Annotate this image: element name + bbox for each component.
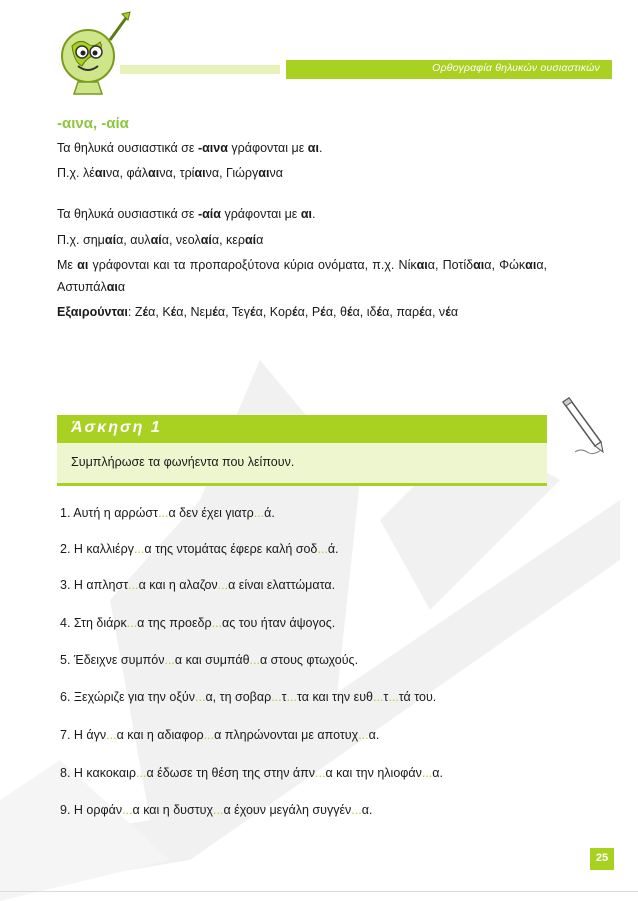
fill-in-gap[interactable]: ... <box>373 690 384 704</box>
item-text: τ <box>383 690 389 704</box>
header-bar-accent <box>286 60 612 78</box>
exercise-item <box>60 653 358 667</box>
page-number: 25 <box>595 852 609 864</box>
item-text: α και η δυστυχ <box>132 803 214 817</box>
fill-in-gap[interactable]: ... <box>106 728 117 742</box>
fill-in-gap[interactable]: ... <box>351 803 362 817</box>
item-number: 3. <box>60 578 71 592</box>
section-title: Ορθογραφία θηλυκών ουσιαστικών <box>432 62 600 74</box>
item-text: ας του ήταν άψογος. <box>222 616 336 630</box>
item-text: α στους φτωχούς. <box>259 653 359 667</box>
item-text: Ξεχώριζε για την οξύν <box>73 690 196 704</box>
exercise-instruction-box <box>57 443 547 486</box>
topic-separator: , <box>92 115 102 132</box>
rule-letters: αι <box>300 207 312 221</box>
fill-in-gap[interactable]: ... <box>388 690 399 704</box>
item-text: Η καλλιέργ <box>73 542 134 556</box>
item-number: 2. <box>60 542 71 556</box>
item-number: 1. <box>60 506 71 520</box>
item-text: α της προεδρ <box>137 616 212 630</box>
fill-in-gap[interactable]: ... <box>158 506 169 520</box>
item-text: α έχουν μεγάλη συγγέν <box>223 803 352 817</box>
fill-in-gap[interactable]: ... <box>421 766 433 780</box>
fill-in-gap[interactable]: ... <box>271 690 282 704</box>
item-text: Η άγν <box>73 728 107 742</box>
item-text: Η ορφάν <box>73 803 123 817</box>
mascot-globe-icon <box>48 10 134 96</box>
page-bottom-line <box>0 891 638 892</box>
rule-ending: -αία <box>197 207 221 221</box>
exercise-item <box>60 690 436 704</box>
example-aia: Π.χ. σημαία, αυλαία, νεολαία, κεραία <box>57 233 264 247</box>
fill-in-gap[interactable]: ... <box>358 728 369 742</box>
item-text: α και την ηλιοφάν <box>325 766 422 780</box>
item-text: τά του. <box>398 690 437 704</box>
item-text: α πληρώνονται με αποτυχ <box>214 728 359 742</box>
exercise-title: Άσκηση 1 <box>71 419 162 436</box>
exceptions: Εξαιρούνται: Ζέα, Κέα, Νεμέα, Τεγέα, Κορέα, Ρέα, θέα, ιδέα, παρέα, νέα <box>57 305 459 319</box>
fill-in-gap[interactable]: ... <box>203 728 215 742</box>
header-bar <box>0 60 638 76</box>
exercise-item <box>60 803 372 817</box>
exercise-instruction: Συμπλήρωσε τα φωνήεντα που λείπουν. <box>71 455 295 469</box>
item-number: 8. <box>60 766 71 780</box>
rule-letters: αι <box>307 141 319 155</box>
item-number: 4. <box>60 616 71 630</box>
item-text: α και η αλαζον <box>138 578 218 592</box>
item-text: α είναι ελαττώματα. <box>228 578 336 592</box>
exercise-item <box>60 506 275 520</box>
fill-in-gap[interactable]: ... <box>122 803 133 817</box>
fill-in-gap[interactable]: ... <box>164 653 175 667</box>
item-text: α και συμπάθ <box>174 653 250 667</box>
exercise-item <box>60 728 379 742</box>
header-divider <box>286 78 612 79</box>
item-number: 5. <box>60 653 71 667</box>
fill-in-gap[interactable]: ... <box>253 506 265 520</box>
item-number: 9. <box>60 803 71 817</box>
pencil-icon <box>555 396 610 456</box>
item-text: α δεν έχει γιατρ <box>168 506 254 520</box>
item-text: α της ντομάτας έφερε καλή σοδ <box>144 542 318 556</box>
rule-aia: Τα θηλυκά ουσιαστικά σε -αία γράφονται με αι. <box>57 207 316 221</box>
item-text: Αυτή η αρρώστ <box>73 506 159 520</box>
fill-in-gap[interactable]: ... <box>126 616 138 630</box>
exceptions-label: Εξαιρούνται <box>57 305 128 319</box>
item-text: α. <box>368 728 380 742</box>
item-text: α και η αδιαφορ <box>116 728 204 742</box>
item-text: ά. <box>327 542 339 556</box>
fill-in-gap[interactable]: ... <box>211 616 223 630</box>
topic-ending-aina: -αινα <box>57 115 93 132</box>
rule-ending: -αινα <box>197 141 228 155</box>
item-text: Έδειχνε συμπόν <box>73 653 165 667</box>
fill-in-gap[interactable]: ... <box>317 542 328 556</box>
item-number: 6. <box>60 690 71 704</box>
item-text: Η κακοκαιρ <box>73 766 137 780</box>
rule-proper-names: Με αι γράφονται και τα προπαροξύτονα κύρια ονόματα, π.χ. Νίκαια, Ποτίδαια, Φώκαια, Αστυπάλαια <box>57 258 548 294</box>
item-text: Στη διάρκ <box>73 616 127 630</box>
fill-in-gap[interactable]: ... <box>217 578 229 592</box>
item-text: τα και την ευθ <box>296 690 373 704</box>
page-number-badge <box>590 848 614 870</box>
item-text: α, τη σοβαρ <box>205 690 272 704</box>
example-aina: Π.χ. λέαινα, φάλαινα, τρίαινα, Γιώργαινα <box>57 166 283 180</box>
item-number: 7. <box>60 728 71 742</box>
exercise-item <box>60 542 339 556</box>
fill-in-gap[interactable]: ... <box>128 578 139 592</box>
fill-in-gap[interactable]: ... <box>133 542 145 556</box>
fill-in-gap[interactable]: ... <box>249 653 260 667</box>
fill-in-gap[interactable]: ... <box>315 766 326 780</box>
item-text: τ <box>281 690 287 704</box>
fill-in-gap[interactable]: ... <box>195 690 206 704</box>
item-text: Η απληστ <box>73 578 129 592</box>
item-text: ά. <box>264 506 275 520</box>
item-text: α. <box>361 803 373 817</box>
topic-heading <box>57 115 129 132</box>
exercise-item <box>60 616 335 630</box>
item-text: α έδωσε τη θέση της στην άπν <box>146 766 316 780</box>
fill-in-gap[interactable]: ... <box>213 803 224 817</box>
rule-aina: Τα θηλυκά ουσιαστικά σε -αινα γράφονται με αι. <box>57 141 323 155</box>
topic-ending-aia: -αία <box>101 115 129 132</box>
exercise-item <box>60 578 335 592</box>
exercise-title-bar <box>57 415 547 443</box>
fill-in-gap[interactable]: ... <box>286 690 297 704</box>
fill-in-gap[interactable]: ... <box>136 766 147 780</box>
item-text: α. <box>432 766 443 780</box>
header-bar-light <box>120 65 280 74</box>
exercise-item <box>60 766 443 780</box>
